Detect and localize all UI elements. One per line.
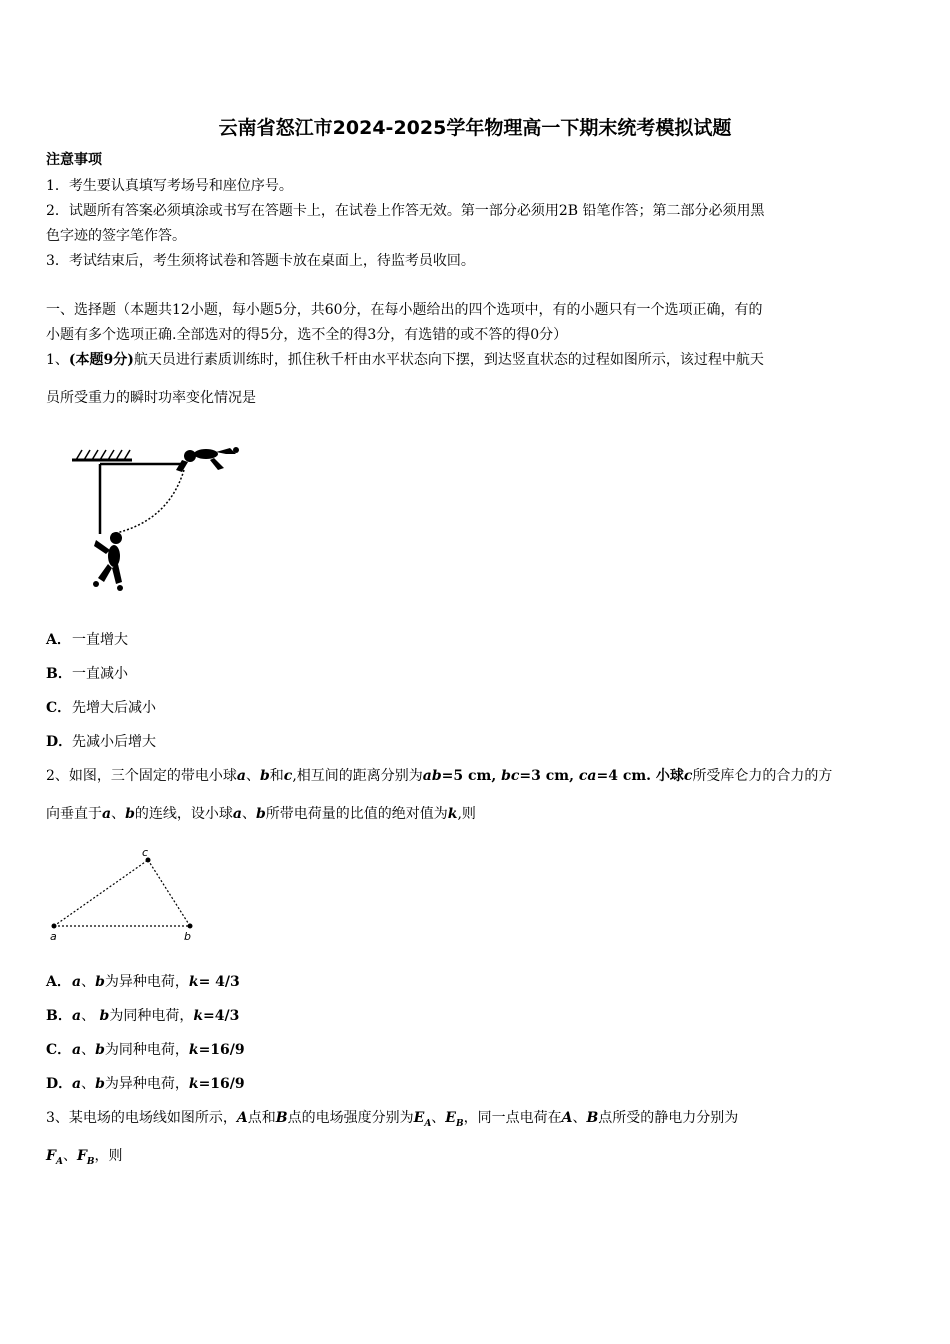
label-c: c: [142, 846, 149, 859]
page-title: 云南省怒江市2024-2025学年物理高一下期末统考模拟试题: [218, 117, 732, 139]
charge-b: [188, 924, 193, 929]
section-heading: 一、选择题（本题共12小题，每小题5分，共60分，在每小题给出的四个选项中，有的小题只有一个选项正确，有的: [46, 302, 763, 318]
q2-option-a[interactable]: A．a、b为异种电荷，k= 4/3: [46, 974, 240, 990]
q2-stem: 2、如图，三个固定的带电小球a、b和c,相互间的距离分别为ab=5 cm, bc=3 cm, ca=4 cm. 小球c所受库仑力的合力的方: [46, 768, 833, 784]
notice-item: 2．试题所有答案必须填涂或书写在答题卡上，在试卷上作答无效。第一部分必须用2B 铅笔作答；第二部分必须用黑: [46, 203, 765, 219]
q3-stem: 3、某电场的电场线如图所示，A点和B点的电场强度分别为$E_A$、$E_B$，同一点电荷在A、B点所受的静电力分别为: [46, 1110, 739, 1129]
q3-stem-cont: $F_A$、$F_B$，则: [46, 1148, 123, 1167]
side-ac: [54, 860, 148, 926]
charge-a: [52, 924, 57, 929]
q2-option-c[interactable]: C．a、b为同种电荷，k=16/9: [46, 1042, 245, 1058]
q1-option-a[interactable]: A．一直增大: [46, 632, 128, 648]
q1-stem-cont: 员所受重力的瞬时功率变化情况是: [46, 390, 256, 406]
side-cb: [148, 860, 190, 926]
notice-item: 1．考生要认真填写考场号和座位序号。: [46, 178, 293, 194]
label-a: a: [50, 930, 57, 943]
q1-stem-text: 航天员进行素质训练时，抓住秋千杆由水平状态向下摆，到达竖直状态的过程如图所示，该过程中航天: [133, 352, 764, 368]
q1-number: 1、: [46, 352, 69, 368]
q1-tag: (本题9分): [68, 352, 134, 368]
q1-swing-figure: [68, 432, 248, 594]
q2-triangle-figure: [44, 844, 204, 944]
section-heading-cont: 小题有多个选项正确.全部选对的得5分，选不全的得3分，有选错的或不答的得0分）: [46, 327, 568, 343]
label-b: b: [184, 930, 191, 943]
q1-option-d[interactable]: D．先减小后增大: [46, 734, 156, 750]
astronaut-top-icon: [176, 447, 239, 472]
q1-option-b[interactable]: B．一直减小: [46, 666, 128, 682]
q2-option-d[interactable]: D．a、b为异种电荷，k=16/9: [46, 1076, 245, 1092]
notice-item: 色字迹的签字笔作答。: [46, 228, 186, 244]
q1-stem: [46, 350, 908, 370]
q1-option-c[interactable]: C．先增大后减小: [46, 700, 156, 716]
q2-stem-cont: 向垂直于a、b的连线，设小球a、b所带电荷量的比值的绝对值为k,则: [46, 806, 476, 822]
astronaut-bottom-icon: [93, 532, 123, 591]
notice-item: 3．考试结束后，考生须将试卷和答题卡放在桌面上，待监考员收回。: [46, 253, 475, 269]
notice-heading: 注意事项: [46, 152, 102, 168]
swing-arc: [112, 470, 184, 534]
q2-option-b[interactable]: B．a、 b为同种电荷，k=4/3: [46, 1008, 240, 1024]
